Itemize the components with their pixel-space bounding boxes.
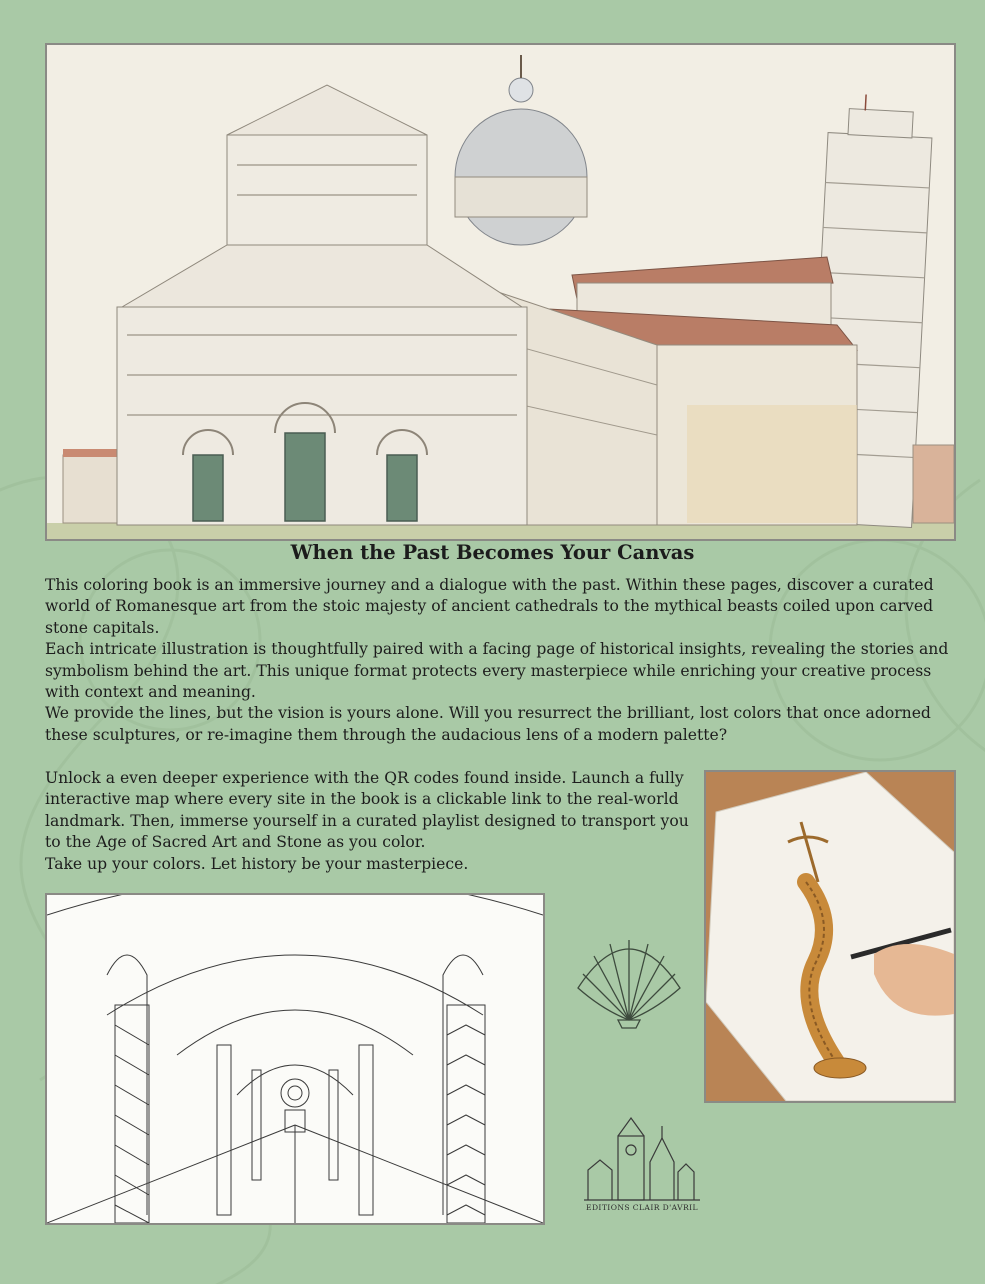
- publisher-name: EDITIONS CLAIR D'AVRIL: [586, 1203, 698, 1212]
- intro-paragraph: Each intricate illustration is thoughtfully paired with a facing page of historical insights, revealing the stories and symbolism behind the art. This unique format protects every masterpiece while enriching your creative process with context and meaning.: [45, 640, 949, 702]
- scallop-shell-icon: [570, 930, 688, 1030]
- intro-paragraph: We provide the lines, but the vision is yours alone. Will you resurrect the brilliant, lost colors that once adorned these sculptures, or re-imagine them through the audacious lens of a modern palette?: [45, 704, 931, 744]
- intro-text: [45, 575, 957, 746]
- intro-paragraph: This coloring book is an immersive journey and a dialogue with the past. Within these pages, discover a curated world of Romanesque art from the stoic majesty of ancient cathedrals to the mythical beasts coiled upon carved stone capitals.: [45, 576, 934, 637]
- page-title: When the Past Becomes Your Canvas: [290, 541, 695, 564]
- hand-coloring-photo: [704, 770, 956, 1103]
- publisher-logo: [578, 1108, 706, 1218]
- qr-text: [45, 768, 705, 875]
- qr-paragraph: Unlock a even deeper experience with the QR codes found inside. Launch a fully interactive map where every site in the book is a clickable link to the real-world landmark. Then, immerse yourself in a curated playlist designed to transport you to the Age of Sacred Art and Stone as you color.: [45, 769, 689, 852]
- nave-coloring-page: [45, 893, 545, 1225]
- cathedral-illustration: [45, 43, 956, 541]
- closing-line: Take up your colors. Let history be your masterpiece.: [45, 854, 469, 873]
